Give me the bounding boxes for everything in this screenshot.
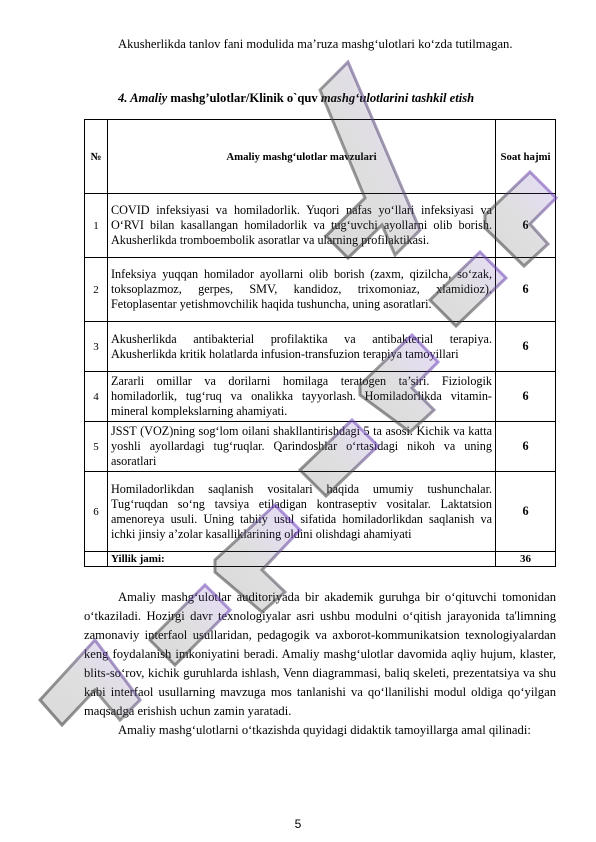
row-topic: Akusherlikda antibakterial profilaktika va antibakterial terapiya. Akusherlikda kritik holatlarda infusion-transfuzion terapiya tamoyillari — [108, 322, 496, 372]
section-heading — [118, 91, 474, 106]
row-number: 1 — [85, 194, 108, 258]
table-row — [85, 194, 556, 258]
total-hours: 36 — [496, 552, 556, 567]
table-row — [85, 472, 556, 552]
row-topic: COVID infeksiyasi va homiladorlik. Yuqori nafas yo‘llari infeksiyasi va O‘RVI bilan kasallangan homiladorlik va tug‘uvchi ayollarni olib borish. Akusherlikda tromboembolik asoratlar va ularning profilaktikasi. — [108, 194, 496, 258]
body-paragraph: Amaliy mashg‘ulotlarni o‘tkazishda quyidagi didaktik tamoyillarga amal qilinadi: — [118, 723, 531, 737]
row-hours: 6 — [496, 322, 556, 372]
row-hours: 6 — [496, 372, 556, 422]
intro-paragraph: Akusherlikda tanlov fani modulida ma’ruza mashg‘ulotlari ko‘zda tutilmagan. — [118, 37, 513, 51]
page-number: 5 — [294, 817, 302, 831]
header-number: № — [85, 120, 108, 194]
table-row — [85, 322, 556, 372]
row-number: 6 — [85, 472, 108, 552]
table-header-row — [85, 120, 556, 194]
row-hours: 6 — [496, 194, 556, 258]
body-paragraph: Amaliy mashg‘ulotlar auditoriyada bir akademik guruhga bir o‘qituvchi tomonidan o‘tkaziladi. Hozirgi davr texnologiyalar asri ushbu modulni o‘qitish jarayonida ta'limning zamonaviy interfaol usullaridan, pedagogik va axborot-kommunikatsion texnologiyalardan keng foydalanish imkoniyatini beradi. Amaliy mashg‘ulotlar davomida aqliy hujum, klaster, blits-so‘rov, kichik guruhlarda ishlash, Venn diagrammasi, baliq skeleti, prezentatsiya va shu kabi interfaol usullarning mavzuga mos tanlanishi va qo‘llanilishi modul oldiga qo‘yilgan maqsadga erishish uchun zamin yaratadi. — [84, 590, 556, 718]
header-topics: Amaliy mashg‘ulotlar mavzulari — [108, 120, 496, 194]
row-topic: Zararli omillar va dorilarni homilaga teratogen ta’siri. Fiziologik homiladorlik, tug‘ruq va onalikka tayyorlash. Homiladorlikda vitamin-mineral komplekslarning ahamiyati. — [108, 372, 496, 422]
row-hours: 6 — [496, 258, 556, 322]
row-topic: Homiladorlikdan saqlanish vositalari haqida umumiy tushunchalar. Tug‘ruqdan so‘ng tavsiya etiladigan kontraseptiv vositalar. Laktatsion amenoreya usuli. Uning tabiiy usul sifatida homiladorlikdan saqlanish va ichki jinsiy a’zolar kasalliklarining oldini olishdagi ahamiyati — [108, 472, 496, 552]
row-number: 2 — [85, 258, 108, 322]
table-total-row — [85, 552, 556, 567]
table-row — [85, 372, 556, 422]
table-row — [85, 422, 556, 472]
row-topic: JSST (VOZ)ning sog‘lom oilani shakllantirishdagi 5 ta asosi. Kichik va katta yoshli ayollardagi tug‘ruqlar. Qarindoshlar o‘rtasidagi nikoh va uning asoratlari — [108, 422, 496, 472]
body-text — [84, 588, 556, 740]
section-heading-end: mashg‘ulotlarini tashkil etish — [320, 91, 475, 105]
practical-topics-table — [84, 119, 556, 567]
row-number: 3 — [85, 322, 108, 372]
row-hours: 6 — [496, 422, 556, 472]
total-label: Yillik jami: — [108, 552, 496, 567]
header-hours: Soat hajmi — [496, 120, 556, 194]
row-topic: Infeksiya yuqqan homilador ayollarni olib borish (zaxm, qizilcha, so‘zak, toksoplazmoz, gerpes, SMV, kandidoz, trixomoniaz, xlamidioz). Fetoplasentar yetishmovchilik haqida tushuncha, uning asoratlari. — [108, 258, 496, 322]
section-heading-number: 4. Amaliy — [118, 91, 168, 105]
section-heading-middle: mashg’ulotlar/Klinik o`quv — [167, 91, 321, 105]
row-number: 5 — [85, 422, 108, 472]
table-row — [85, 258, 556, 322]
row-number: 4 — [85, 372, 108, 422]
total-empty-cell — [85, 552, 108, 567]
row-hours: 6 — [496, 472, 556, 552]
